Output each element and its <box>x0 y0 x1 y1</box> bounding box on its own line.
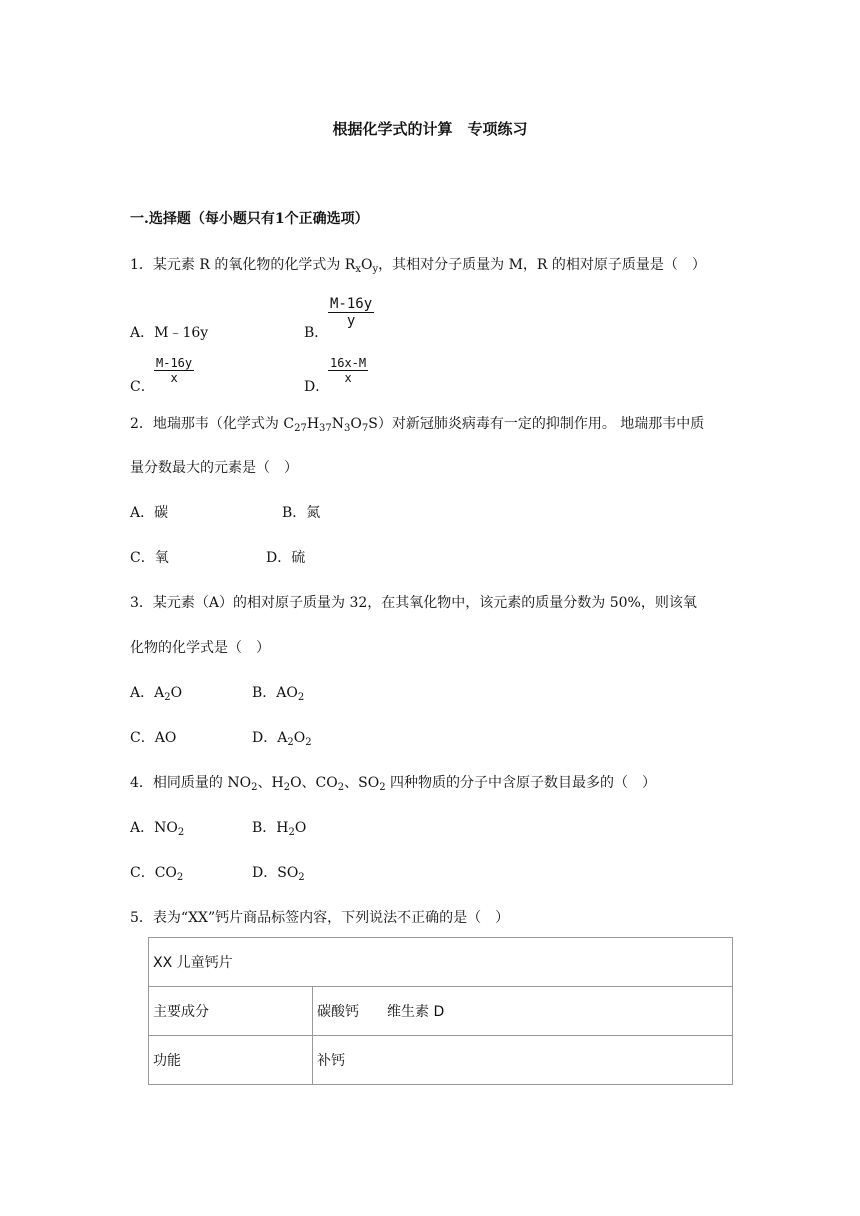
q1-sub-x: x <box>355 264 361 275</box>
q3-d-text2: O <box>293 730 306 746</box>
q2-option-a: A．碳 <box>130 505 169 521</box>
q2-h: H <box>306 416 320 432</box>
q4-sub: 2 <box>251 782 258 793</box>
question-3-stem-line2: 化物的化学式是（ ） <box>130 640 270 656</box>
fraction-denominator: y <box>346 313 356 329</box>
q4-c-sub: 2 <box>176 872 184 883</box>
q4-option-d <box>252 862 305 882</box>
q2-pre: 2．地瑞那韦（化学式为 C <box>130 416 295 432</box>
q2-sub: 3 <box>344 423 351 434</box>
q1-option-c-label: C． <box>130 379 155 395</box>
q4-option-a <box>130 817 184 837</box>
q4-option-b <box>252 817 306 837</box>
q2-sub: 7 <box>361 423 369 434</box>
fraction-denominator: x <box>170 371 178 385</box>
q3-option-a <box>130 682 182 702</box>
table-row <box>149 1036 733 1085</box>
q1-option-b-fraction <box>328 296 374 329</box>
question-3-stem-line1: 3．某元素（A）的相对原子质量为 32，在其氧化物中，该元素的质量分数为 50%，则该氧 <box>130 595 697 611</box>
question-4-stem <box>130 772 656 792</box>
q2-option-b: B．氮 <box>282 505 321 521</box>
fraction-numerator: M-16y <box>330 296 373 312</box>
section-heading: 一.选择题（每小题只有1个正确选项） <box>130 211 369 227</box>
q2-n: N <box>331 416 345 432</box>
q1-option-a: A．M﹣16y <box>130 325 209 341</box>
q3-option-c: C．AO <box>130 730 177 746</box>
q4-t3: 、SO <box>344 775 380 791</box>
q4-pre: 4．相同质量的 NO <box>130 775 252 791</box>
q4-c-text: C．CO <box>130 865 177 881</box>
fraction-numerator: M-16y <box>156 356 193 370</box>
page-title: 根据化学式的计算 专项练习 <box>332 120 528 138</box>
q2-sub: 37 <box>319 423 332 434</box>
q4-b-sub: 2 <box>288 827 295 838</box>
q2-post: S）对新冠肺炎病毒有一定的抑制作用。 地瑞那韦中质 <box>368 416 705 432</box>
q3-d-text: D．A <box>252 730 288 746</box>
question-2-stem-line1 <box>130 413 704 433</box>
q1-stem-post: ，其相对分子质量为 M，R 的相对原子质量是（ ） <box>378 257 706 273</box>
q4-d-text: D．SO <box>252 865 299 881</box>
q2-o: O <box>350 416 362 432</box>
q3-d-sub: 2 <box>305 737 312 748</box>
q3-a-text: A．A <box>130 685 165 701</box>
fraction-numerator: 16x-M <box>330 356 367 370</box>
q3-option-d <box>252 727 312 747</box>
q3-d-sub: 2 <box>287 737 294 748</box>
q4-sub: 2 <box>379 782 386 793</box>
q4-a-text: A．NO <box>130 820 178 836</box>
q1-o: O <box>360 257 373 273</box>
q3-b-sub: 2 <box>297 692 305 703</box>
question-2-stem-line2: 量分数最大的元素是（ ） <box>130 460 298 476</box>
q2-sub: 27 <box>294 423 307 434</box>
question-1-stem <box>130 254 706 274</box>
q4-b-text: B．H <box>252 820 289 836</box>
q3-b-text: B．AO <box>252 685 298 701</box>
q1-option-d-fraction <box>328 356 368 385</box>
table-cell-value: 补钙 <box>313 1036 733 1085</box>
q1-sub-y: y <box>372 264 379 275</box>
table-cell-label: 功能 <box>149 1036 313 1085</box>
q4-t2: O、CO <box>290 775 338 791</box>
table-header-row <box>149 938 733 987</box>
q2-option-d: D．硫 <box>266 550 306 566</box>
q3-a-sub: 2 <box>164 692 171 703</box>
table-row <box>149 987 733 1036</box>
q3-option-b <box>252 682 304 702</box>
q4-option-c <box>130 862 183 882</box>
q2-option-c: C．氧 <box>130 550 169 566</box>
fraction-denominator: x <box>344 371 352 385</box>
question-5-stem: 5．表为“XX”钙片商品标签内容，下列说法不正确的是（ ） <box>130 910 510 926</box>
q4-t1: 、H <box>257 775 284 791</box>
q1-stem-pre: 1．某元素 R 的氧化物的化学式为 R <box>130 257 356 273</box>
q4-sub: 2 <box>337 782 345 793</box>
product-label-table <box>148 937 733 1085</box>
q4-sub: 2 <box>283 782 291 793</box>
q4-a-sub: 2 <box>177 827 185 838</box>
table-header-cell: XX 儿童钙片 <box>149 938 733 987</box>
table-cell-label: 主要成分 <box>149 987 313 1036</box>
q4-post: 四种物质的分子中含原子数目最多的（ ） <box>385 775 657 791</box>
table-cell-value: 碳酸钙 维生素 D <box>313 987 733 1036</box>
q1-option-c-fraction <box>154 356 194 385</box>
q4-b-text2: O <box>294 820 307 836</box>
q4-d-sub: 2 <box>298 872 305 883</box>
q1-option-d-label: D． <box>304 379 330 395</box>
q1-option-b-label: B． <box>304 325 329 341</box>
q3-a-text2: O <box>170 685 183 701</box>
